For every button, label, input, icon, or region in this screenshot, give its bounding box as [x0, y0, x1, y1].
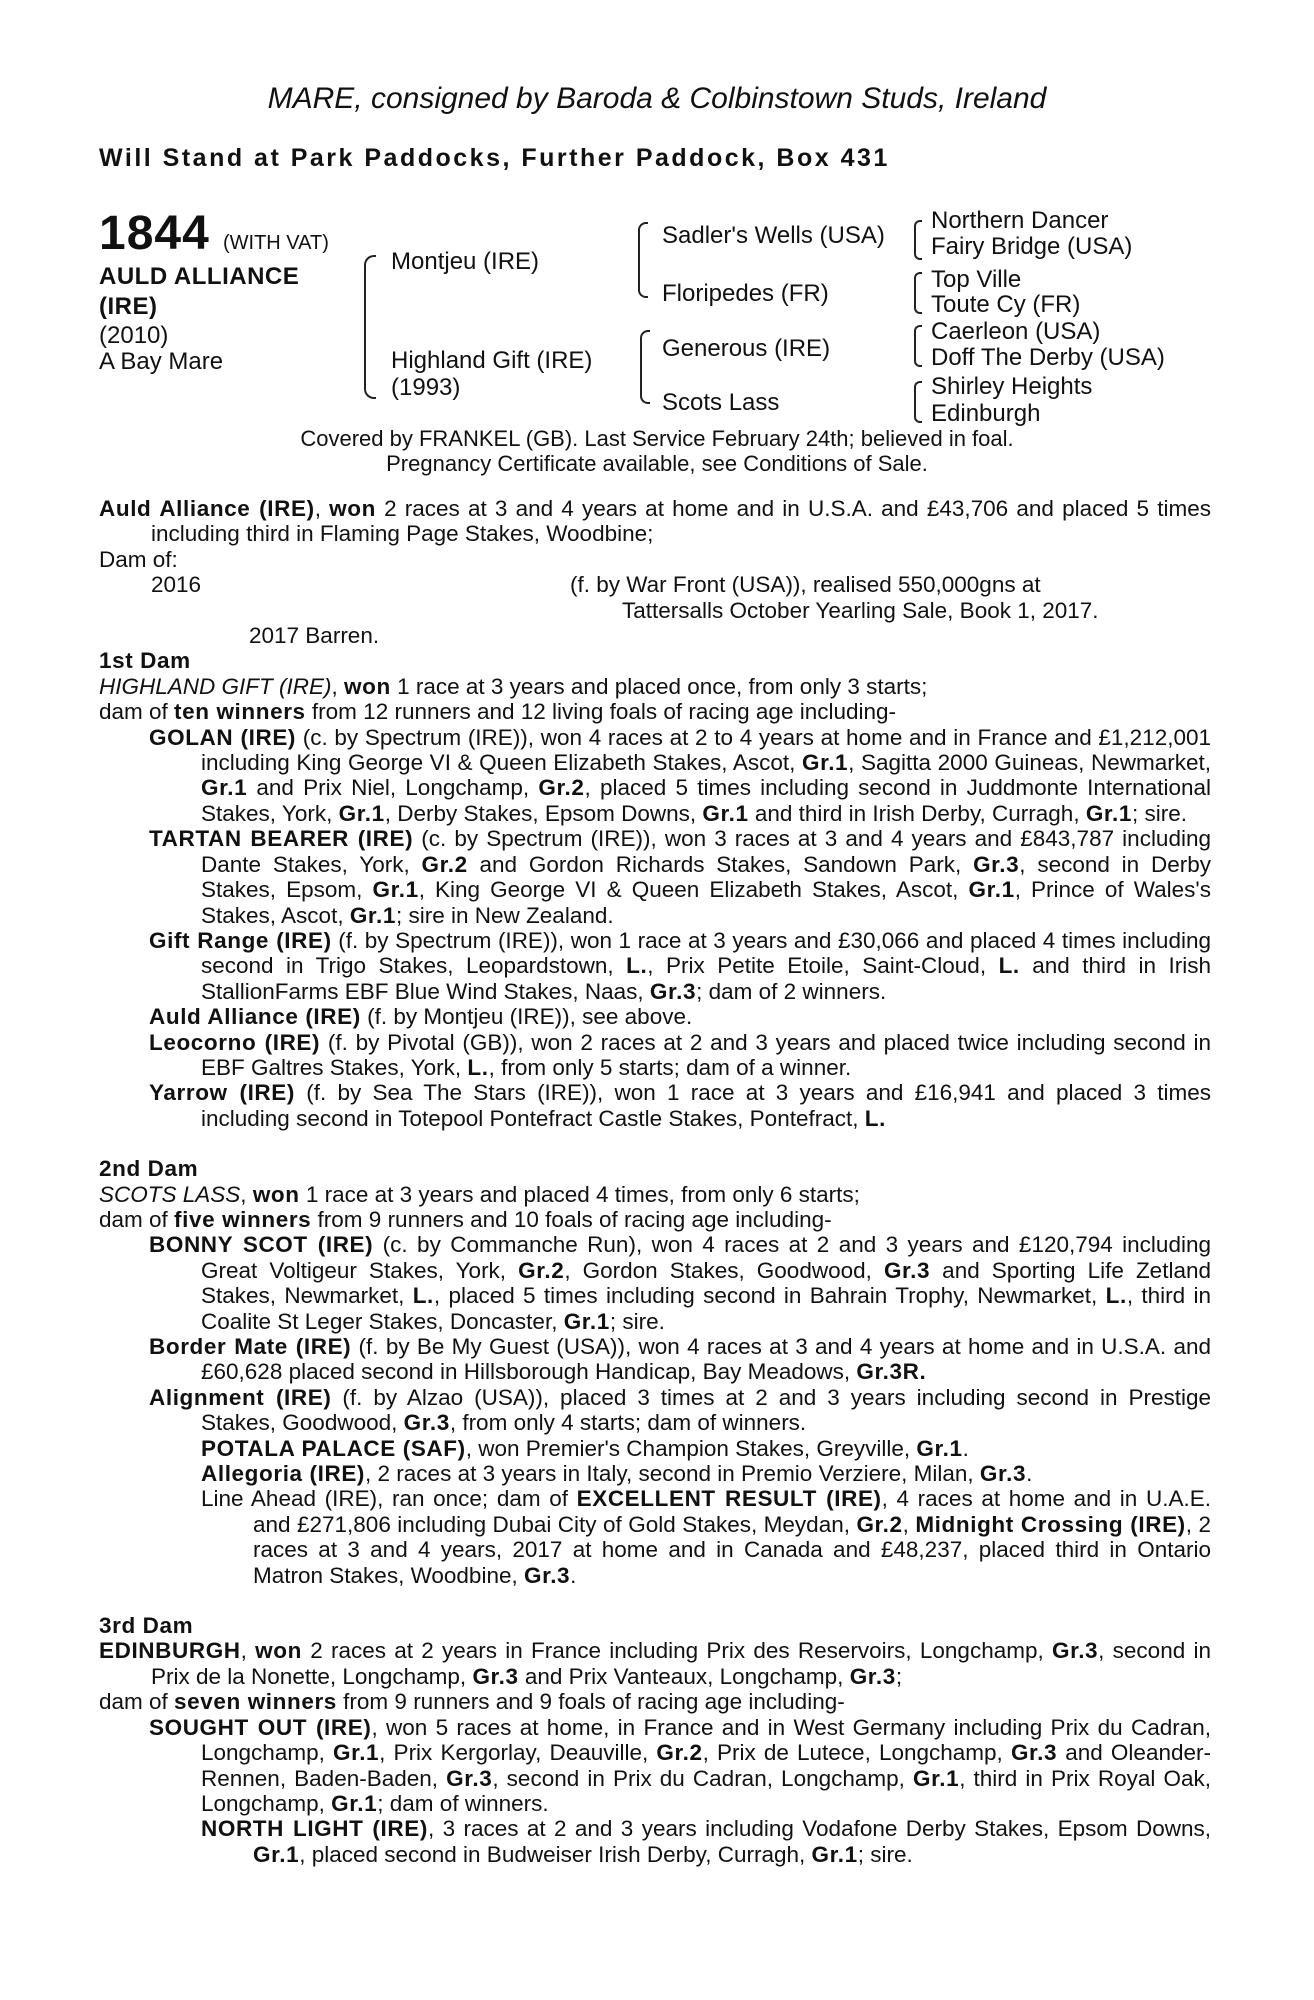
catalogue-body [99, 496, 1211, 1867]
sire-sire: Sadler's Wells (USA) [662, 222, 885, 249]
lot-number: 1844 [99, 207, 210, 260]
produce-potala-palace: POTALA PALACE (SAF), won Premier's Champion Stakes, Greyville, Gr.1. [201, 1435, 969, 1461]
horse-description: A Bay Mare [99, 348, 224, 375]
dam-dam: Scots Lass [662, 389, 780, 416]
g-bracket-4 [914, 381, 922, 423]
grandsire-1: Northern Dancer [931, 207, 1109, 234]
produce-leocorno: Leocorno (IRE) (f. by Pivotal (GB)), won 2 races at 2 and 3 years and placed twice including second in EBF Galtres Stakes, York, L., from only 5 starts; dam of a winner. [149, 1029, 1211, 1080]
produce-auld-alliance: Auld Alliance (IRE) (f. by Montjeu (IRE)), see above. [149, 1004, 693, 1030]
second-dam-intro: SCOTS LASS, won 1 race at 3 years and placed 4 times, from only 6 starts; dam of five winners from 9 runners and 10 foals of racing age including- [99, 1181, 860, 1232]
dam-sire: Generous (IRE) [662, 335, 831, 362]
third-dam-heading: 3rd Dam [99, 1613, 194, 1639]
produce-yarrow: Yarrow (IRE) (f. by Sea The Stars (IRE)), won 1 race at 3 years and £16,941 and placed 3 times including second in Totepool Pontefract Castle Stakes, Pontefract, L. [149, 1080, 1211, 1131]
foaling-year: (2010) [99, 322, 169, 349]
granddam-2: Toute Cy (FR) [931, 291, 1081, 318]
granddam-3: Doff The Derby (USA) [931, 344, 1165, 371]
first-dam-intro: HIGHLAND GIFT (IRE), won 1 race at 3 years and placed once, from only 3 starts; dam of ten winners from 12 runners and 12 living foals of racing age including- [99, 673, 928, 725]
produce-allegoria: Allegoria (IRE), 2 races at 3 years in Italy, second in Premio Verziere, Milan, Gr.3. [201, 1461, 1033, 1487]
grandsire-3: Caerleon (USA) [931, 318, 1101, 345]
first-dam-heading: 1st Dam [99, 648, 191, 674]
sire-line-bracket [638, 222, 648, 298]
second-dam-heading: 2nd Dam [99, 1156, 199, 1182]
produce-2016: 2016 (f. by War Front (USA)), realised 550,000gns at Tattersalls October Yearling Sale, Book 1, 2017. [151, 572, 1099, 623]
cover-note: Covered by FRANKEL (GB). Last Service February 24th; believed in foal. [300, 426, 1014, 451]
dam-line-bracket [640, 330, 650, 404]
horse-name-line2: (IRE) [99, 293, 158, 320]
sire-dam-bracket [364, 255, 376, 399]
third-dam-produce-summary: dam of seven winners from 9 runners and 9 foals of racing age including- [99, 1689, 845, 1715]
dam-of-label: Dam of: [99, 546, 178, 572]
grandsire-2: Top Ville [931, 266, 1022, 293]
granddam-1: Fairy Bridge (USA) [931, 233, 1133, 260]
pregnancy-note: Pregnancy Certificate available, see Conditions of Sale. [386, 451, 928, 476]
horse-name-line1: AULD ALLIANCE [99, 263, 300, 290]
g-bracket-2 [914, 272, 922, 314]
produce-tartan-bearer: TARTAN BEARER (IRE) (c. by Spectrum (IRE)), won 3 races at 3 and 4 years and £843,787 including Dante Stakes, York, Gr.2 and Gordon Richards Stakes, Sandown Park, Gr.3, second in Derby Stakes, Epsom, Gr.1, King George VI & Queen Elizabeth Stakes, Ascot, Gr.1, Prince of Wales's Stakes, Ascot, Gr.1; sire in New Zealand. [149, 826, 1212, 928]
produce-2017: 2017 Barren. [249, 623, 380, 649]
sire: Montjeu (IRE) [391, 248, 540, 275]
produce-golan: GOLAN (IRE) (c. by Spectrum (IRE)), won 4 races at 2 to 4 years at home and in France and £1,212,001 including King George VI & Queen Elizabeth Stakes, Ascot, Gr.1, Sagitta 2000 Guineas, Newmarket, Gr.1 and Prix Niel, Longchamp, Gr.2, placed 5 times including second in Juddmonte International Stakes, York, Gr.1, Derby Stakes, Epsom Downs, Gr.1 and third in Irish Derby, Curragh, Gr.1; sire. [149, 724, 1212, 826]
produce-bonny-scot: BONNY SCOT (IRE) (c. by Commanche Run), won 4 races at 2 and 3 years and £120,794 including Great Voltigeur Stakes, York, Gr.2, Gordon Stakes, Goodwood, Gr.3 and Sporting Life Zetland Stakes, Newmarket, L., placed 5 times including second in Bahrain Trophy, Newmarket, L., third in Coalite St Leger Stakes, Doncaster, Gr.1; sire. [149, 1232, 1211, 1334]
horse-name [99, 262, 339, 322]
produce-north-light: NORTH LIGHT (IRE), 3 races at 2 and 3 years including Vodafone Derby Stakes, Epsom Downs, Gr.1, placed second in Budweiser Irish Derby, Curragh, Gr.1; sire. [201, 1816, 1211, 1867]
vat-label: (WITH VAT) [223, 232, 329, 254]
produce-sought-out: SOUGHT OUT (IRE), won 5 races at home, in France and in West Germany including Prix du Cadran, Longchamp, Gr.1, Prix Kergorlay, Deauville, Gr.2, Prix de Lutece, Longchamp, Gr.3 and Oleander-Rennen, Baden-Baden, Gr.3, second in Prix du Cadran, Longchamp, Gr.1, third in Prix Royal Oak, Longchamp, Gr.1; dam of winners. [149, 1714, 1212, 1816]
dam-year: (1993) [391, 374, 461, 401]
race-record: Auld Alliance (IRE), won 2 races at 3 and 4 years at home and in U.S.A. and £43,706 and placed 5 times including third in Flaming Page Stakes, Woodbine; [99, 496, 1211, 547]
g-bracket-3 [914, 325, 922, 367]
third-dam-intro: EDINBURGH, won 2 races at 2 years in France including Prix des Reservoirs, Longchamp, Gr.3, second in Prix de la Nonette, Longchamp, Gr.3 and Prix Vanteaux, Longchamp, Gr.3; [99, 1638, 1211, 1689]
dam: Highland Gift (IRE) [391, 347, 593, 374]
grandsire-4: Shirley Heights [931, 373, 1093, 400]
produce-line-ahead: Line Ahead (IRE), ran once; dam of EXCELLENT RESULT (IRE), 4 races at home and in U.A.E. and £271,806 including Dubai City of Gold Stakes, Meydan, Gr.2, Midnight Crossing (IRE), 2 races at 3 and 4 years, 2017 at home and in Canada and £48,237, placed third in Ontario Matron Stakes, Woodbine, Gr.3. [201, 1486, 1211, 1588]
g-bracket-1 [914, 220, 922, 260]
granddam-4: Edinburgh [931, 400, 1041, 427]
sire-dam: Floripedes (FR) [662, 280, 829, 307]
produce-gift-range: Gift Range (IRE) (f. by Spectrum (IRE)), won 1 race at 3 years and £30,066 and placed 4 times including second in Trigo Stakes, Leopardstown, L., Prix Petite Etoile, Saint-Cloud, L. and third in Irish StallionFarms EBF Blue Wind Stakes, Naas, Gr.3; dam of 2 winners. [149, 927, 1211, 1004]
produce-border-mate: Border Mate (IRE) (f. by Be My Guest (USA)), won 4 races at 3 and 4 years at home and in U.S.A. and £60,628 placed second in Hillsborough Handicap, Bay Meadows, Gr.3R. [149, 1334, 1211, 1385]
stand-location: Will Stand at Park Paddocks, Further Paddock, Box 431 [99, 144, 890, 172]
produce-alignment: Alignment (IRE) (f. by Alzao (USA)), placed 3 times at 2 and 3 years including second in Prestige Stakes, Goodwood, Gr.3, from only 4 starts; dam of winners. [149, 1384, 1211, 1436]
consignor-heading: MARE, consigned by Baroda & Colbinstown Studs, Ireland [267, 82, 1047, 115]
